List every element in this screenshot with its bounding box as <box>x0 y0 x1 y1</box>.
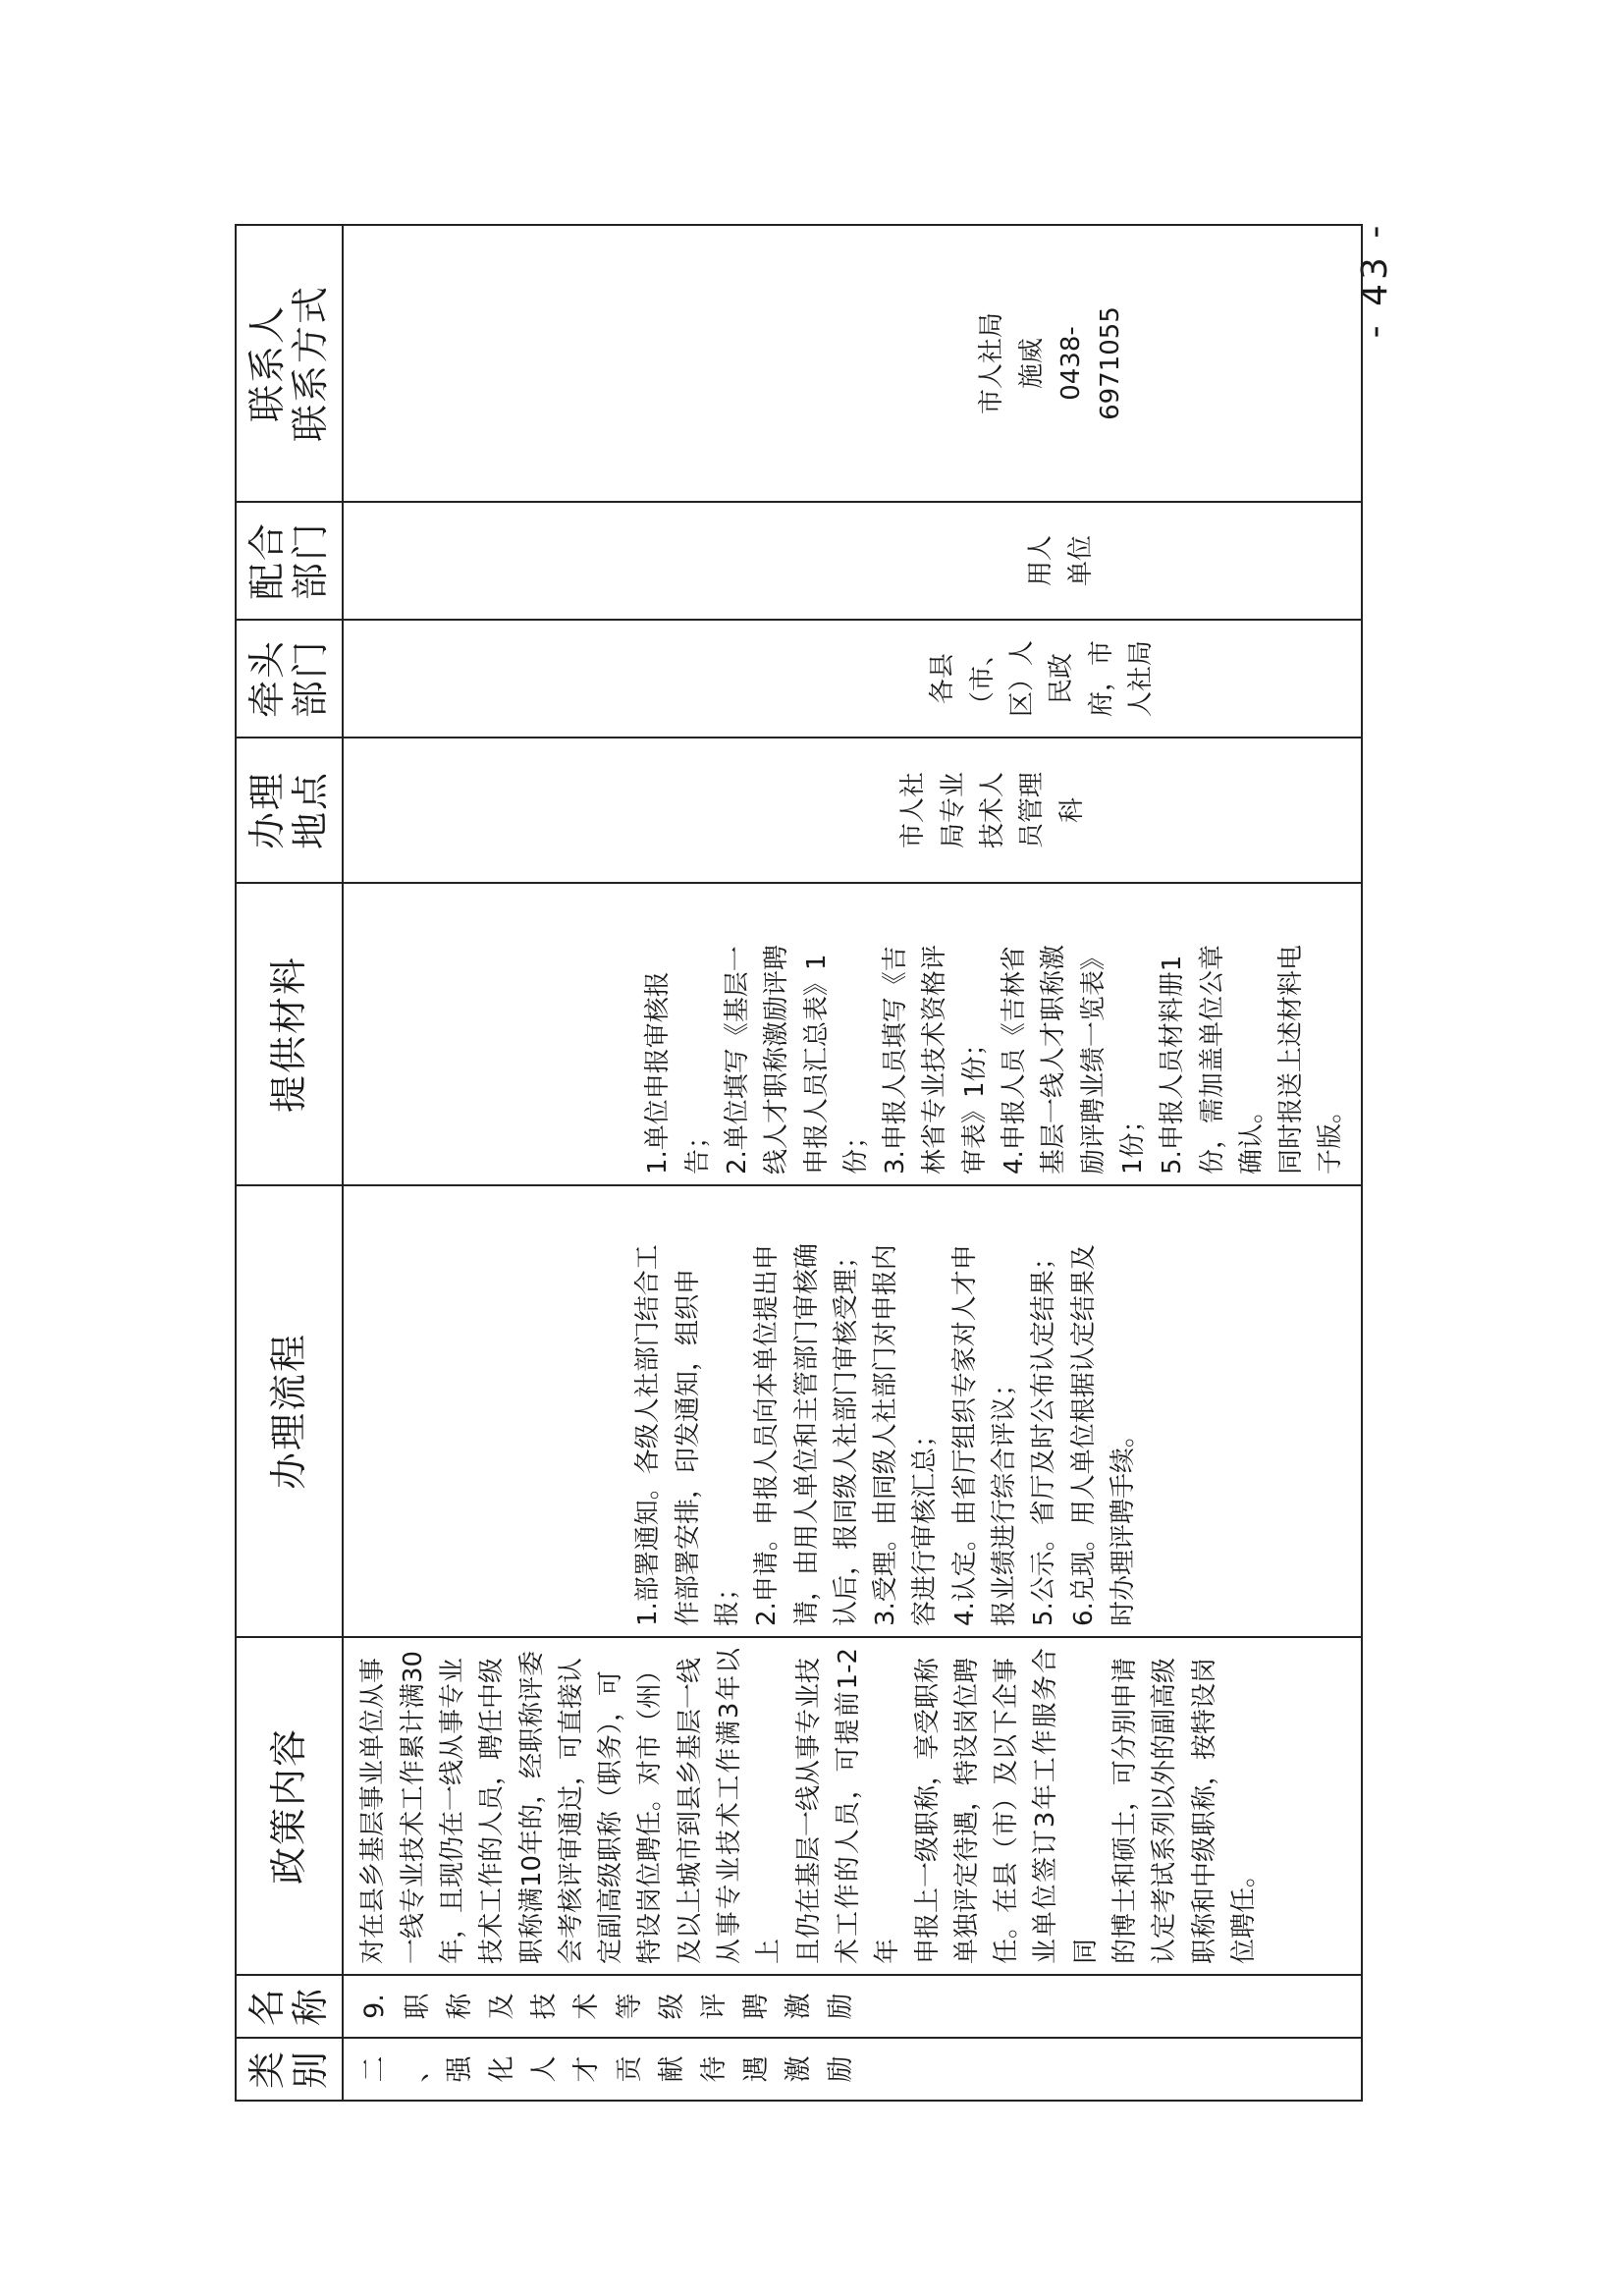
text-line: 请，由用人单位和主管部门审核确 <box>791 1242 822 1626</box>
text-line: 年，且现仍在一线从事专业 <box>437 1657 467 1964</box>
text-line: 审表》1份； <box>959 1030 990 1175</box>
text-line: 励评聘业绩一览表》 <box>1078 944 1109 1175</box>
text-line: 从事专业技术工作满3年以上 <box>715 1648 784 1964</box>
materials-cell <box>343 883 1361 1185</box>
text-line: 且仍在基层一线从事专业技 <box>793 1657 824 1964</box>
header-lead: 牵头 部门 <box>236 620 343 738</box>
text-line: 术工作的人员，可提前1-2年 <box>833 1648 903 1964</box>
text-line: 、 <box>402 2055 433 2083</box>
header-materials: 提供材料 <box>236 883 343 1185</box>
text-line: 贡 <box>614 2055 645 2083</box>
contact-cell <box>343 225 1361 502</box>
text-line: 对在县乡基层事业单位从事 <box>358 1657 389 1964</box>
text-line: 民政 <box>1047 653 1077 705</box>
location-cell <box>343 738 1361 883</box>
text-line: 2.单位填写《基层一 <box>722 946 752 1175</box>
text-line: 作部署安排，印发通知，组织申 <box>673 1268 703 1626</box>
text-line: 位聘任。 <box>1228 1861 1259 1964</box>
text-line: 6971055 <box>1096 306 1126 420</box>
text-line: 3.受理。由同级人社部门对申报内 <box>871 1244 901 1626</box>
header-location: 办理 地点 <box>236 738 343 883</box>
text-line: 1.部署通知。各级人社部门结合工 <box>633 1244 664 1626</box>
category-cell <box>343 2038 1361 2101</box>
text-line: 技 <box>529 1993 561 2020</box>
text-line: 技术工作的人员，聘任中级 <box>477 1657 508 1964</box>
text-line: 报业绩进行综合评议； <box>990 1370 1020 1626</box>
text-line: 市人社 <box>898 772 929 849</box>
text-line: 员管理 <box>1017 772 1048 849</box>
text-line: 职称和中级职称，按特设岗 <box>1189 1657 1219 1964</box>
text-line: 励 <box>826 2055 857 2083</box>
text-line: 认定考试系列以外的副高级 <box>1150 1657 1180 1964</box>
text-line: 份，需加盖单位公章 <box>1197 944 1227 1175</box>
page-number: - 43 - <box>1355 221 1395 339</box>
text-line: 化 <box>486 2055 517 2083</box>
text-line: 科 <box>1056 797 1087 824</box>
table-row <box>343 225 1361 2101</box>
text-line: 份； <box>840 1122 871 1175</box>
text-line: 2.申请。申报人员向本单位提出申 <box>752 1244 783 1626</box>
text-line: 人 <box>529 2055 561 2083</box>
text-line: 6.兑现。用人单位根据认定结果及 <box>1068 1244 1099 1626</box>
text-line: 激 <box>784 1993 815 2020</box>
text-line: 9. <box>359 1994 391 2019</box>
text-line: 4.申报人员《吉林省 <box>1000 946 1030 1175</box>
policy-content-cell <box>343 1637 1361 1975</box>
text-line: 施威 <box>1016 338 1047 390</box>
text-line: 林省专业技术资格评 <box>920 944 950 1175</box>
text-line: 容进行审核汇总； <box>910 1421 941 1626</box>
text-line: 二 <box>359 2055 391 2083</box>
name-cell <box>343 1975 1361 2038</box>
text-line: 府，市 <box>1086 640 1116 718</box>
text-line: 报； <box>712 1574 742 1626</box>
header-category: 类 别 <box>236 2038 343 2101</box>
text-line: 业单位签订3年工作服务合同 <box>1031 1648 1101 1964</box>
text-line: 4.认定。由省厅组织专家对人才申 <box>949 1244 980 1626</box>
text-line: 聘 <box>741 1993 773 2020</box>
text-line: 单独评定待遇，特设岗位聘 <box>951 1657 982 1964</box>
text-line: 特设岗位聘任。对市（州） <box>635 1657 666 1964</box>
rotated-table-sheet <box>235 226 1346 2102</box>
text-line: 0438- <box>1055 326 1086 401</box>
text-line: 确认。 <box>1236 1097 1267 1175</box>
text-line: （市、 <box>967 640 998 718</box>
text-line: 3.申报人员填写《吉 <box>881 946 911 1175</box>
coop-dept-cell <box>343 502 1361 620</box>
text-line: 基层一线人才职称激 <box>1039 944 1069 1175</box>
text-line: 用人 <box>1026 535 1056 587</box>
text-line: 局专业 <box>938 772 968 849</box>
text-line: 单位 <box>1065 535 1096 587</box>
text-line: 1份； <box>1117 1107 1148 1175</box>
header-name: 名 称 <box>236 1975 343 2038</box>
text-line: 职称满10年的，经职称评委 <box>516 1650 547 1964</box>
text-line: 任。在县（市）及以下企事 <box>992 1657 1022 1964</box>
text-line: 定副高级职称（职务），可 <box>596 1669 626 1964</box>
text-line: 的博士和硕士，可分别申请 <box>1110 1657 1141 1964</box>
text-line: 职 <box>402 1993 433 2020</box>
text-line: 人社局 <box>1125 640 1156 718</box>
text-line: 告； <box>682 1122 713 1175</box>
text-line: 会考核评审通过，可直接认 <box>556 1657 586 1964</box>
text-line: 技术人 <box>977 772 1007 849</box>
text-line: 同时报送上述材料电 <box>1276 944 1307 1175</box>
header-contact: 联系人 联系方式 <box>236 225 343 502</box>
text-line: 区）人 <box>1006 640 1037 718</box>
text-line: 等 <box>614 1993 645 2020</box>
text-line: 子版。 <box>1316 1097 1346 1175</box>
policy-table <box>235 224 1363 2102</box>
text-line: 5.申报人员材料册1 <box>1158 955 1188 1175</box>
text-line: 各县 <box>928 653 958 705</box>
text-line: 申报人员汇总表》1 <box>801 954 832 1175</box>
text-line: 认后，报同级人社部门审核受理； <box>831 1242 861 1626</box>
text-line: 级 <box>656 1993 687 2020</box>
text-line: 评 <box>698 1993 730 2020</box>
text-line: 5.公示。省厅及时公布认定结果； <box>1029 1244 1059 1626</box>
table-header-row <box>236 225 343 2101</box>
text-line: 称 <box>444 1993 475 2020</box>
text-line: 强 <box>444 2055 475 2083</box>
text-line: 及 <box>486 1993 517 2020</box>
header-process: 办理流程 <box>236 1185 343 1637</box>
text-line: 遇 <box>741 2055 773 2083</box>
text-line: 献 <box>656 2055 687 2083</box>
header-coop: 配合 部门 <box>236 502 343 620</box>
process-cell <box>343 1185 1361 1637</box>
text-line: 一线专业技术工作累计满30 <box>398 1650 428 1964</box>
text-line: 线人才职称激励评聘 <box>762 944 792 1175</box>
text-line: 申报上一级职称，享受职称 <box>912 1657 943 1964</box>
lead-dept-cell <box>343 620 1361 738</box>
text-line: 时办理评聘手续。 <box>1108 1421 1138 1626</box>
text-line: 待 <box>698 2055 730 2083</box>
text-line: 市人社局 <box>977 312 1007 415</box>
text-line: 才 <box>571 2055 603 2083</box>
text-line: 及以上城市到县乡基层一线 <box>675 1657 705 1964</box>
text-line: 激 <box>784 2055 815 2083</box>
header-policy: 政策内容 <box>236 1637 343 1975</box>
text-line: 1.单位申报审核报 <box>643 971 674 1175</box>
text-line: 术 <box>571 1993 603 2020</box>
text-line: 励 <box>826 1993 857 2020</box>
